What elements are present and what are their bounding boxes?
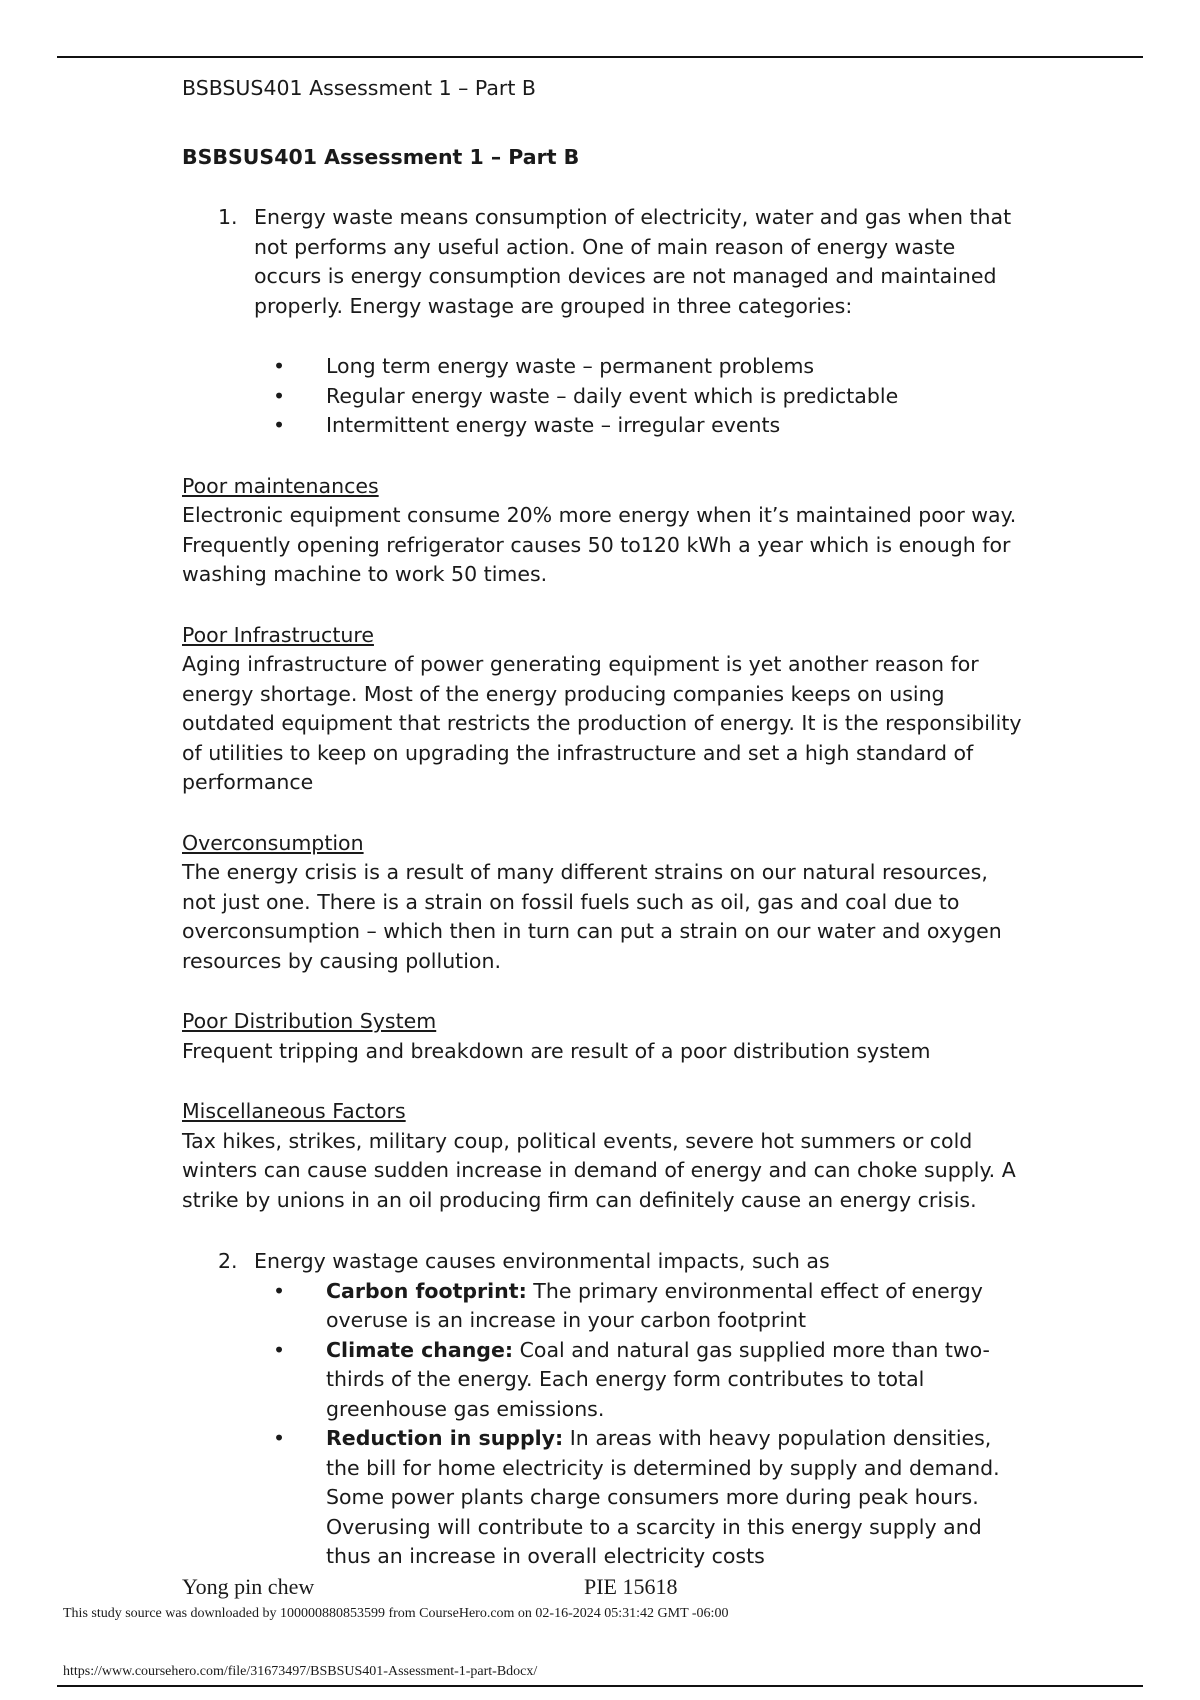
section-body: The energy crisis is a result of many different strains on our natural resources, not just one. There is a strain on fossil fuels such as oil, gas and coal due to overconsumption – which then in turn can put a strain on our water and oxygen resources by causing pollution. bbox=[182, 860, 1002, 973]
running-header: BSBSUS401 Assessment 1 – Part B bbox=[182, 76, 536, 100]
section-body: Aging infrastructure of power generating equipment is yet another reason for energy shortage. Most of the energy producing companies keeps on using outdated equipment that restricts the production of energy. It is the responsibility of utilities to keep on upgrading the infrastructure and set a high standard of performance bbox=[182, 652, 1022, 794]
impact-text: Coal and natural gas supplied more than two-thirds of the energy. Each energy form contributes to total greenhouse gas emissions. bbox=[326, 1337, 990, 1421]
question-1-number: 1. bbox=[218, 205, 238, 229]
document-title: BSBSUS401 Assessment 1 – Part B bbox=[182, 144, 580, 169]
question-2-intro: Energy wastage causes environmental impacts, such as bbox=[254, 1249, 830, 1273]
question-2-number: 2. bbox=[218, 1249, 238, 1273]
section-body: Tax hikes, strikes, military coup, political events, severe hot summers or cold winters can cause sudden increase in demand of energy and can choke supply. A strike by unions in an oil producing firm can definitely cause an energy crisis. bbox=[182, 1128, 1016, 1212]
bullet-icon: • bbox=[273, 1278, 286, 1303]
section-poor-infrastructure bbox=[182, 621, 1022, 798]
download-notice: This study source was downloaded by 100000880853599 from CourseHero.com on 02-16-2024 05:31:42 GMT -06:00 bbox=[63, 1606, 729, 1621]
list-item bbox=[254, 1424, 1022, 1572]
bottom-rule bbox=[57, 1685, 1143, 1687]
list-item: • Regular energy waste – daily event which is predictable bbox=[254, 382, 1022, 412]
list-item bbox=[254, 1277, 1022, 1336]
section-poor-maintenances bbox=[182, 472, 1022, 590]
impact-lead: Reduction in supply: bbox=[326, 1426, 564, 1450]
list-item bbox=[254, 1336, 1022, 1425]
bullet-icon: • bbox=[273, 413, 286, 437]
impact-list bbox=[182, 1277, 1022, 1572]
student-id: PIE 15618 bbox=[584, 1574, 678, 1599]
bullet-icon: • bbox=[273, 383, 286, 408]
bullet-icon: • bbox=[273, 354, 286, 378]
list-item: • Long term energy waste – permanent problems bbox=[254, 352, 1022, 382]
top-rule bbox=[57, 56, 1143, 58]
section-body: Frequent tripping and breakdown are result of a poor distribution system bbox=[182, 1038, 931, 1063]
document-page bbox=[182, 70, 1022, 1572]
impact-text: In areas with heavy population densities, the bill for home electricity is determined by supply and demand. Some power plants charge consumers more during peak hours. Overusing will contribute to a scarcity in this energy supply and thus an increase in overall electricity costs bbox=[326, 1426, 1000, 1568]
section-heading: Miscellaneous Factors bbox=[182, 1099, 406, 1123]
question-1 bbox=[182, 203, 1022, 321]
author-name: Yong pin chew bbox=[182, 1574, 315, 1599]
section-heading: Poor Distribution System bbox=[182, 1009, 437, 1033]
impact-lead: Climate change: bbox=[326, 1337, 514, 1362]
source-url: https://www.coursehero.com/file/31673497/BSBSUS401-Assessment-1-part-Bdocx/ bbox=[63, 1664, 538, 1679]
list-item: • Intermittent energy waste – irregular events bbox=[254, 411, 1022, 441]
section-body: Electronic equipment consume 20% more energy when it’s maintained poor way. Frequently opening refrigerator causes 50 to120 kWh a year which is enough for washing machine to work 50 times. bbox=[182, 503, 1017, 586]
waste-category-list bbox=[182, 352, 1022, 441]
section-miscellaneous-factors bbox=[182, 1097, 1022, 1215]
question-2 bbox=[182, 1247, 1022, 1277]
section-heading: Poor maintenances bbox=[182, 473, 379, 498]
section-heading: Poor Infrastructure bbox=[182, 622, 374, 647]
impact-text: The primary environmental effect of energy overuse is an increase in your carbon footprint bbox=[326, 1278, 983, 1332]
section-poor-distribution-system bbox=[182, 1007, 1022, 1066]
bullet-icon: • bbox=[273, 1337, 286, 1362]
section-overconsumption bbox=[182, 829, 1022, 977]
bullet-icon: • bbox=[273, 1426, 286, 1450]
question-1-paragraph: Energy waste means consumption of electricity, water and gas when that not performs any useful action. One of main reason of energy waste occurs is energy consumption devices are not managed and maintained properly. Energy wastage are grouped in three categories: bbox=[254, 205, 1012, 318]
section-heading: Overconsumption bbox=[182, 830, 364, 855]
impact-lead: Carbon footprint: bbox=[326, 1278, 527, 1303]
